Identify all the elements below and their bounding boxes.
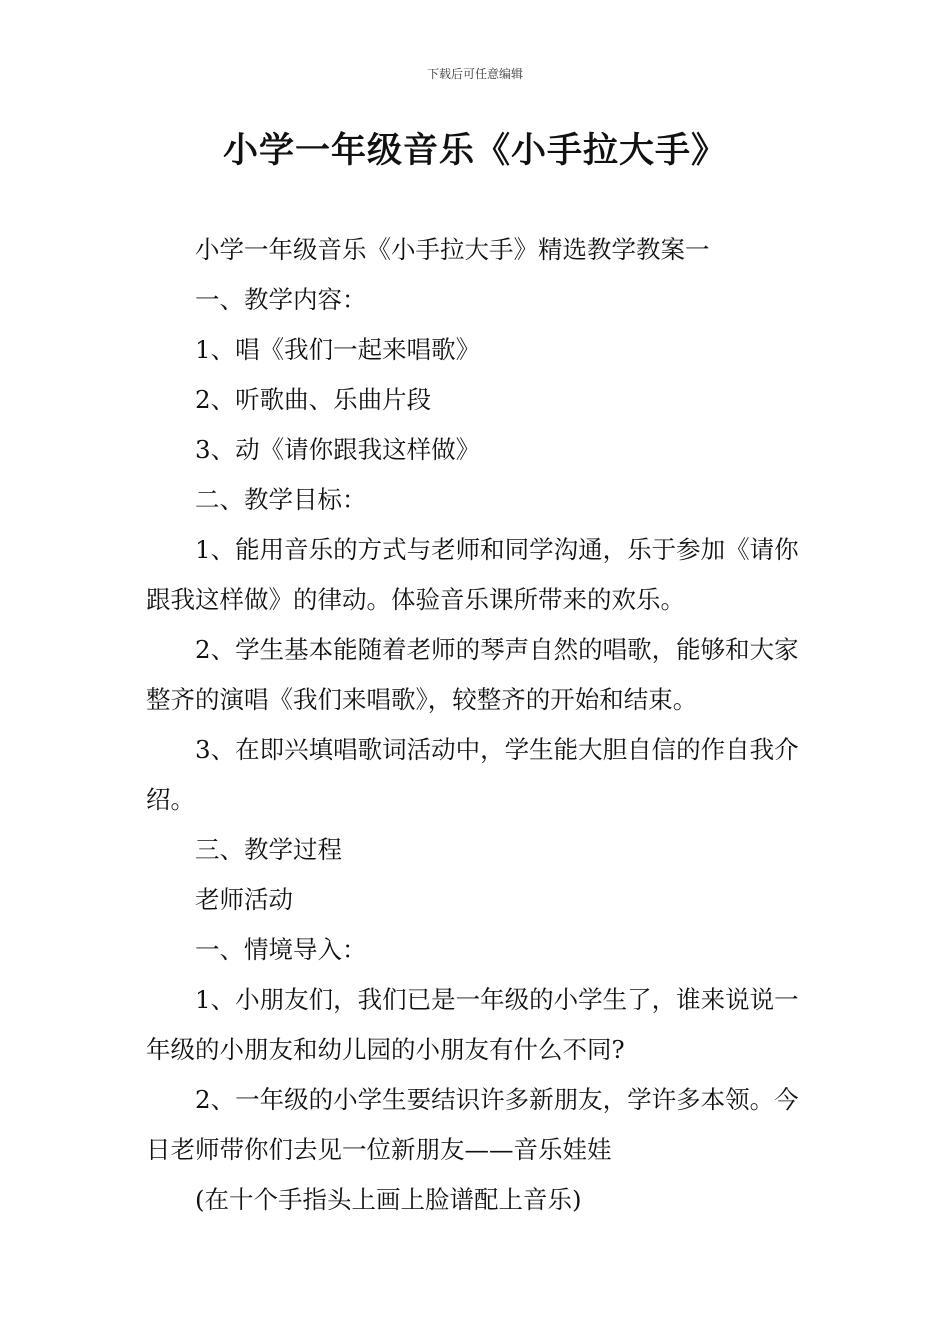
document-body	[146, 225, 810, 1225]
header-note: 下载后可任意编辑	[426, 67, 523, 81]
paragraph: 一、教学内容：	[195, 285, 367, 314]
paragraph: 3、在即兴填唱歌词活动中，学生能大胆自信的作自我介绍。	[146, 735, 799, 814]
paragraph: (在十个手指头上画上脸谱配上音乐)	[195, 1185, 582, 1214]
paragraph: 一、情境导入：	[195, 935, 367, 964]
document-title: 小学一年级音乐《小手拉大手》	[222, 131, 727, 171]
paragraph: 2、一年级的小学生要结识许多新朋友，学许多本领。今日老师带你们去见一位新朋友——音乐娃娃	[146, 1085, 799, 1164]
paragraph: 2、学生基本能随着老师的琴声自然的唱歌，能够和大家整齐的演唱《我们来唱歌》，较整齐的开始和结束。	[146, 635, 799, 714]
paragraph: 小学一年级音乐《小手拉大手》精选教学教案一	[195, 235, 710, 264]
paragraph: 三、教学过程	[195, 835, 342, 864]
paragraph: 二、教学目标：	[195, 485, 367, 514]
paragraph: 3、动《请你跟我这样做》	[195, 435, 481, 464]
paragraph: 2、听歌曲、乐曲片段	[195, 385, 432, 414]
paragraph: 老师活动	[195, 885, 293, 914]
paragraph: 1、能用音乐的方式与老师和同学沟通，乐于参加《请你跟我这样做》的律动。体验音乐课所带来的欢乐。	[146, 535, 799, 614]
paragraph: 1、唱《我们一起来唱歌》	[195, 335, 481, 364]
paragraph: 1、小朋友们，我们已是一年级的小学生了，谁来说说一年级的小朋友和幼儿园的小朋友有什么不同?	[146, 985, 799, 1064]
